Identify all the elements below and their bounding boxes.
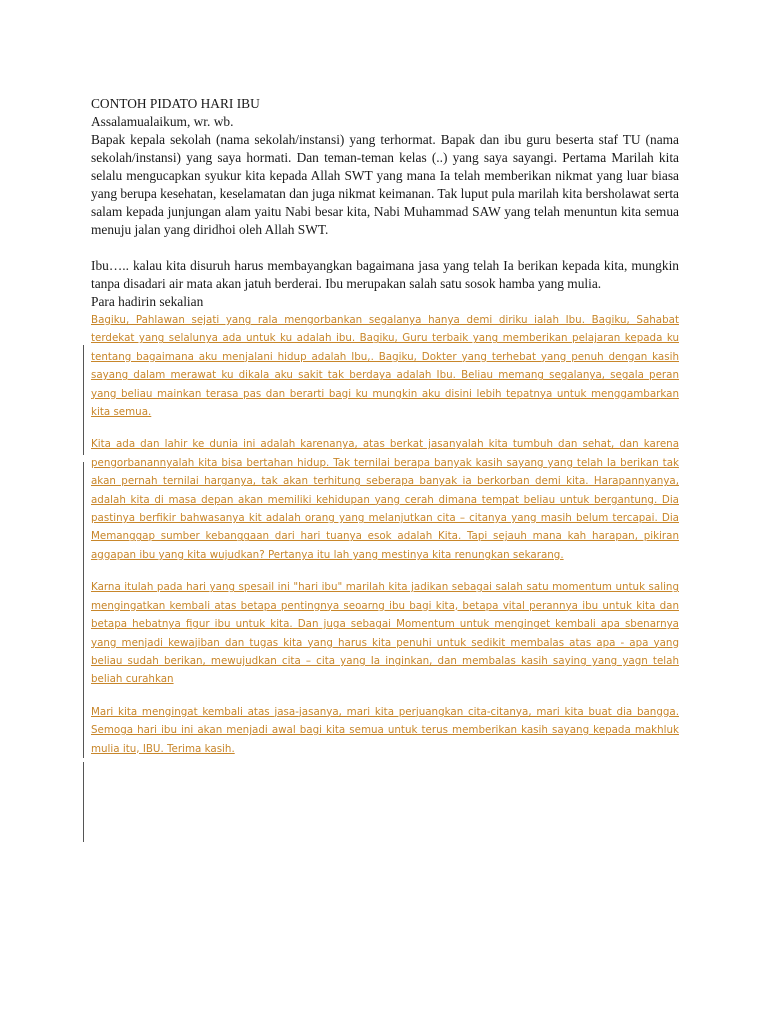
tracked-paragraph-3[interactable]: Karna itulah pada hari yang spesail ini "hari ibu" marilah kita jadikan sebagai salah satu momentum untuk saling mengingatkan kembali atas betapa pentingnya seoarng ibu bagi kita, betapa vital perannya ibu untuk kita dan betapa hebatnya figur ibu untuk kita. Dan juga sebagai Momentum untuk menginget kembali apa sbenarnya yang menjadi kewajiban dan tugas kita yang harus kita penuhi untuk sedikit membalas atas apa - apa yang beliau sudah berikan, mewujudkan cita – cita yang Ia inginkan, dan membalas kasih saying yang yagn telah beliah curahkan	[91, 581, 679, 686]
tracked-paragraph-2[interactable]: Kita ada dan lahir ke dunia ini adalah karenanya, atas berkat jasanyalah kita tumbuh dan sehat, dan karena pengorbanannyalah kita bisa bertahan hidup. Tak ternilai berapa banyak kasih sayang yang telah Ia berikan tak akan pernah ternilai harganya, tak akan terhitung seberapa banyak ia berkorban demi kita. Harapannyanya, adalah kita di masa depan akan memiliki kehidupan yang cerah dimana tempat beliau untuk bergantung. Dia pastinya berfikir bahwasanya kit adalah orang yang melanjutkan cita – citanya yang masih belum tercapai. Dia Memanggap sumber kebanggaan dari hari tuanya esok adalah Kita. Tapi sejauh mana kah harapan, pikiran aggapan ibu yang kita wujudkan? Pertanya itu lah yang mestinya kita renungkan sekarang.	[91, 438, 679, 561]
paragraph-spacer	[91, 689, 679, 703]
tracked-insertions	[91, 311, 679, 758]
document-body	[91, 95, 679, 758]
paragraph-spacer	[91, 564, 679, 578]
paragraph-spacer	[91, 421, 679, 435]
change-bar-3	[83, 640, 84, 758]
tracked-paragraph-1[interactable]: Bagiku, Pahlawan sejati yang rala mengorbankan segalanya hanya demi diriku ialah Ibu. Bagiku, Sahabat terdekat yang selalunya ada untuk ku adalah ibu. Bagiku, Guru terbaik yang memberikan pelajaran kepada ku tentang bagaimana aku menjalani hidup adalah Ibu,. Bagiku, Dokter yang terhebat yang penuh dengan kasih sayang dalam merawat ku dikala aku sakit tak berdaya adalah Ibu. Beliau memang segalanya, segala peran yang beliau mainkan terasa pas dan berarti bagi ku mungkin aku disini lebih tepatnya untuk menggambarkan kita semua.	[91, 314, 679, 419]
document-title[interactable]: CONTOH PIDATO HARI IBU	[91, 96, 260, 111]
plain-text-section	[91, 95, 679, 311]
change-bar-1	[83, 345, 84, 455]
paragraph-spacer	[91, 239, 679, 257]
ibu-paragraph[interactable]: Ibu….. kalau kita disuruh harus membayangkan bagaimana jasa yang telah Ia berikan kepada kita, mungkin tanpa disadari air mata akan jatuh berderai. Ibu merupakan salah satu sosok hamba yang mulia.	[91, 258, 679, 291]
change-bar-4	[83, 762, 84, 842]
intro-paragraph[interactable]: Bapak kepala sekolah (nama sekolah/instansi) yang terhormat. Bapak dan ibu guru beserta staf TU (nama sekolah/instansi) yang saya hormati. Dan teman-teman kelas (..) yang saya sayangi. Pertama Marilah kita selalu mengucapkan syukur kita kepada Allah SWT yang mana Ia telah memberikan nikmat yang luar biasa yang berupa kesehatan, keselamatan dan juga nikmat keimanan. Tak luput pula marilah kita bersholawat serta salam kepada junjungan alam yaitu Nabi besar kita, Nabi Muhammad SAW yang telah menuntun kita semua menuju jalan yang diridhoi oleh Allah SWT.	[91, 132, 679, 237]
greeting[interactable]: Assalamualaikum, wr. wb.	[91, 114, 234, 129]
tracked-paragraph-4[interactable]: Mari kita mengingat kembali atas jasa-jasanya, mari kita perjuangkan cita-citanya, mari kita buat dia bangga. Semoga hari ibu ini akan menjadi awal bagi kita semua untuk terus memberikan kasih sayang kepada makhluk mulia itu, IBU. Terima kasih.	[91, 705, 679, 755]
audience-line[interactable]: Para hadirin sekalian	[91, 294, 204, 309]
